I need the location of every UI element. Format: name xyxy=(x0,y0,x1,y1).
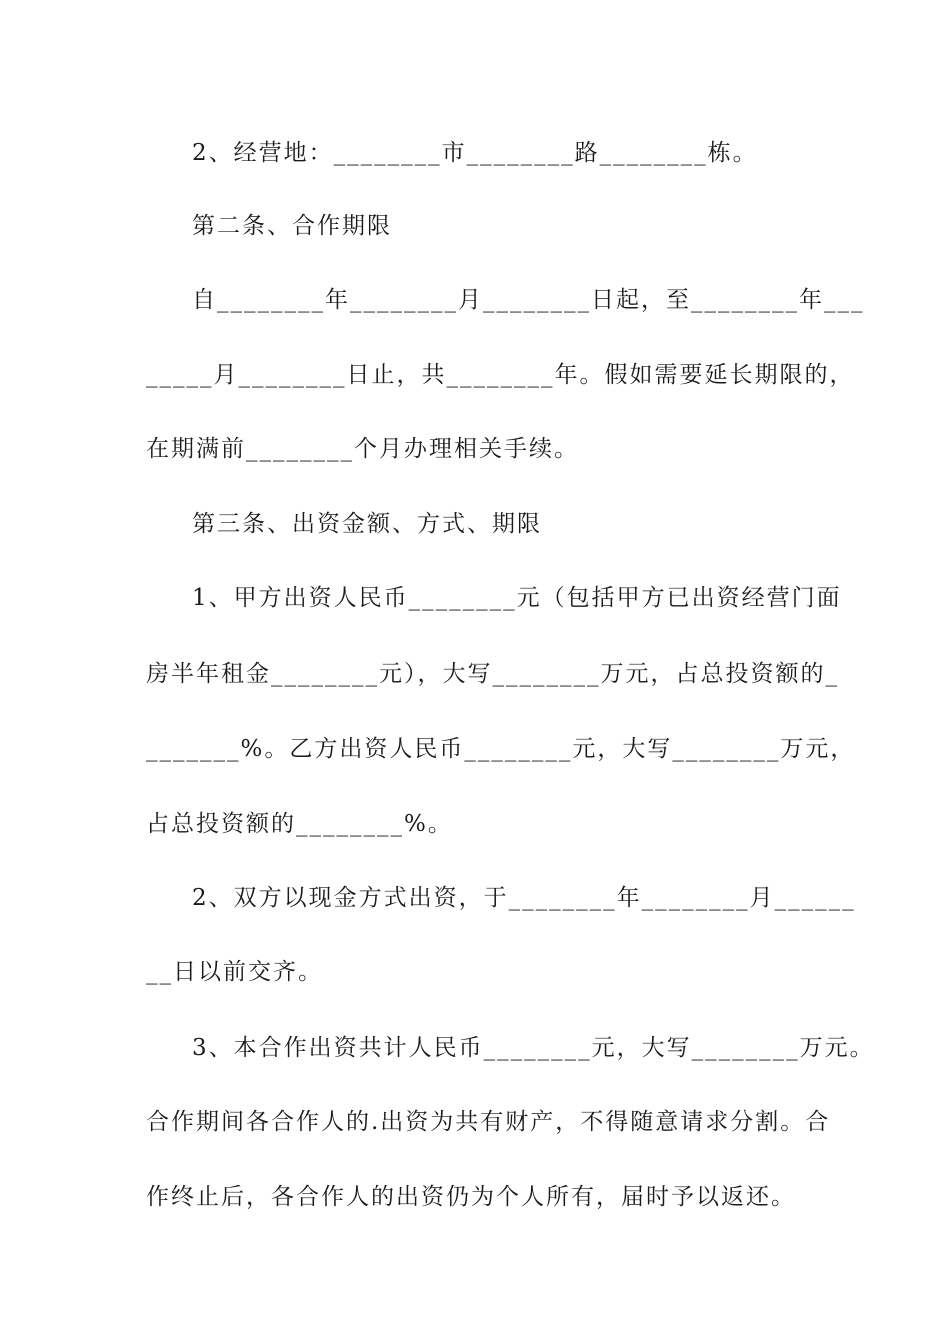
investment-line-3: _______%。乙方出资人民币________元，大写________万元， xyxy=(146,736,856,762)
investment-line-2: 房半年租金________元），大写________万元，占总投资额的_ xyxy=(146,661,839,687)
term-line-3: 在期满前________个月办理相关手续。 xyxy=(146,436,579,462)
investment-line-1: 1、甲方出资人民币________元（包括甲方已出资经营门面 xyxy=(192,585,842,611)
clause-location-line: 2、经营地：________市________路________栋。 xyxy=(192,140,758,166)
term-line-1: 自________年________月________日起，至________年___ xyxy=(192,287,865,313)
payment-line-1: 2、双方以现金方式出资，于________年________月______ xyxy=(192,885,856,911)
article-2-heading: 第二条、合作期限 xyxy=(192,213,392,239)
total-investment-line-2: 合作期间各合作人的.出资为共有财产，不得随意请求分割。合 xyxy=(146,1109,831,1135)
total-investment-line-3: 作终止后，各合作人的出资仍为个人所有，届时予以返还。 xyxy=(146,1184,796,1210)
article-3-heading: 第三条、出资金额、方式、期限 xyxy=(192,511,542,537)
term-line-2: _____月________日止，共________年。假如需要延长期限的， xyxy=(146,362,855,388)
total-investment-line-1: 3、本合作出资共计人民币________元，大写________万元。 xyxy=(192,1035,875,1061)
payment-line-2: __日以前交齐。 xyxy=(146,959,323,985)
investment-line-4: 占总投资额的________%。 xyxy=(146,811,453,837)
